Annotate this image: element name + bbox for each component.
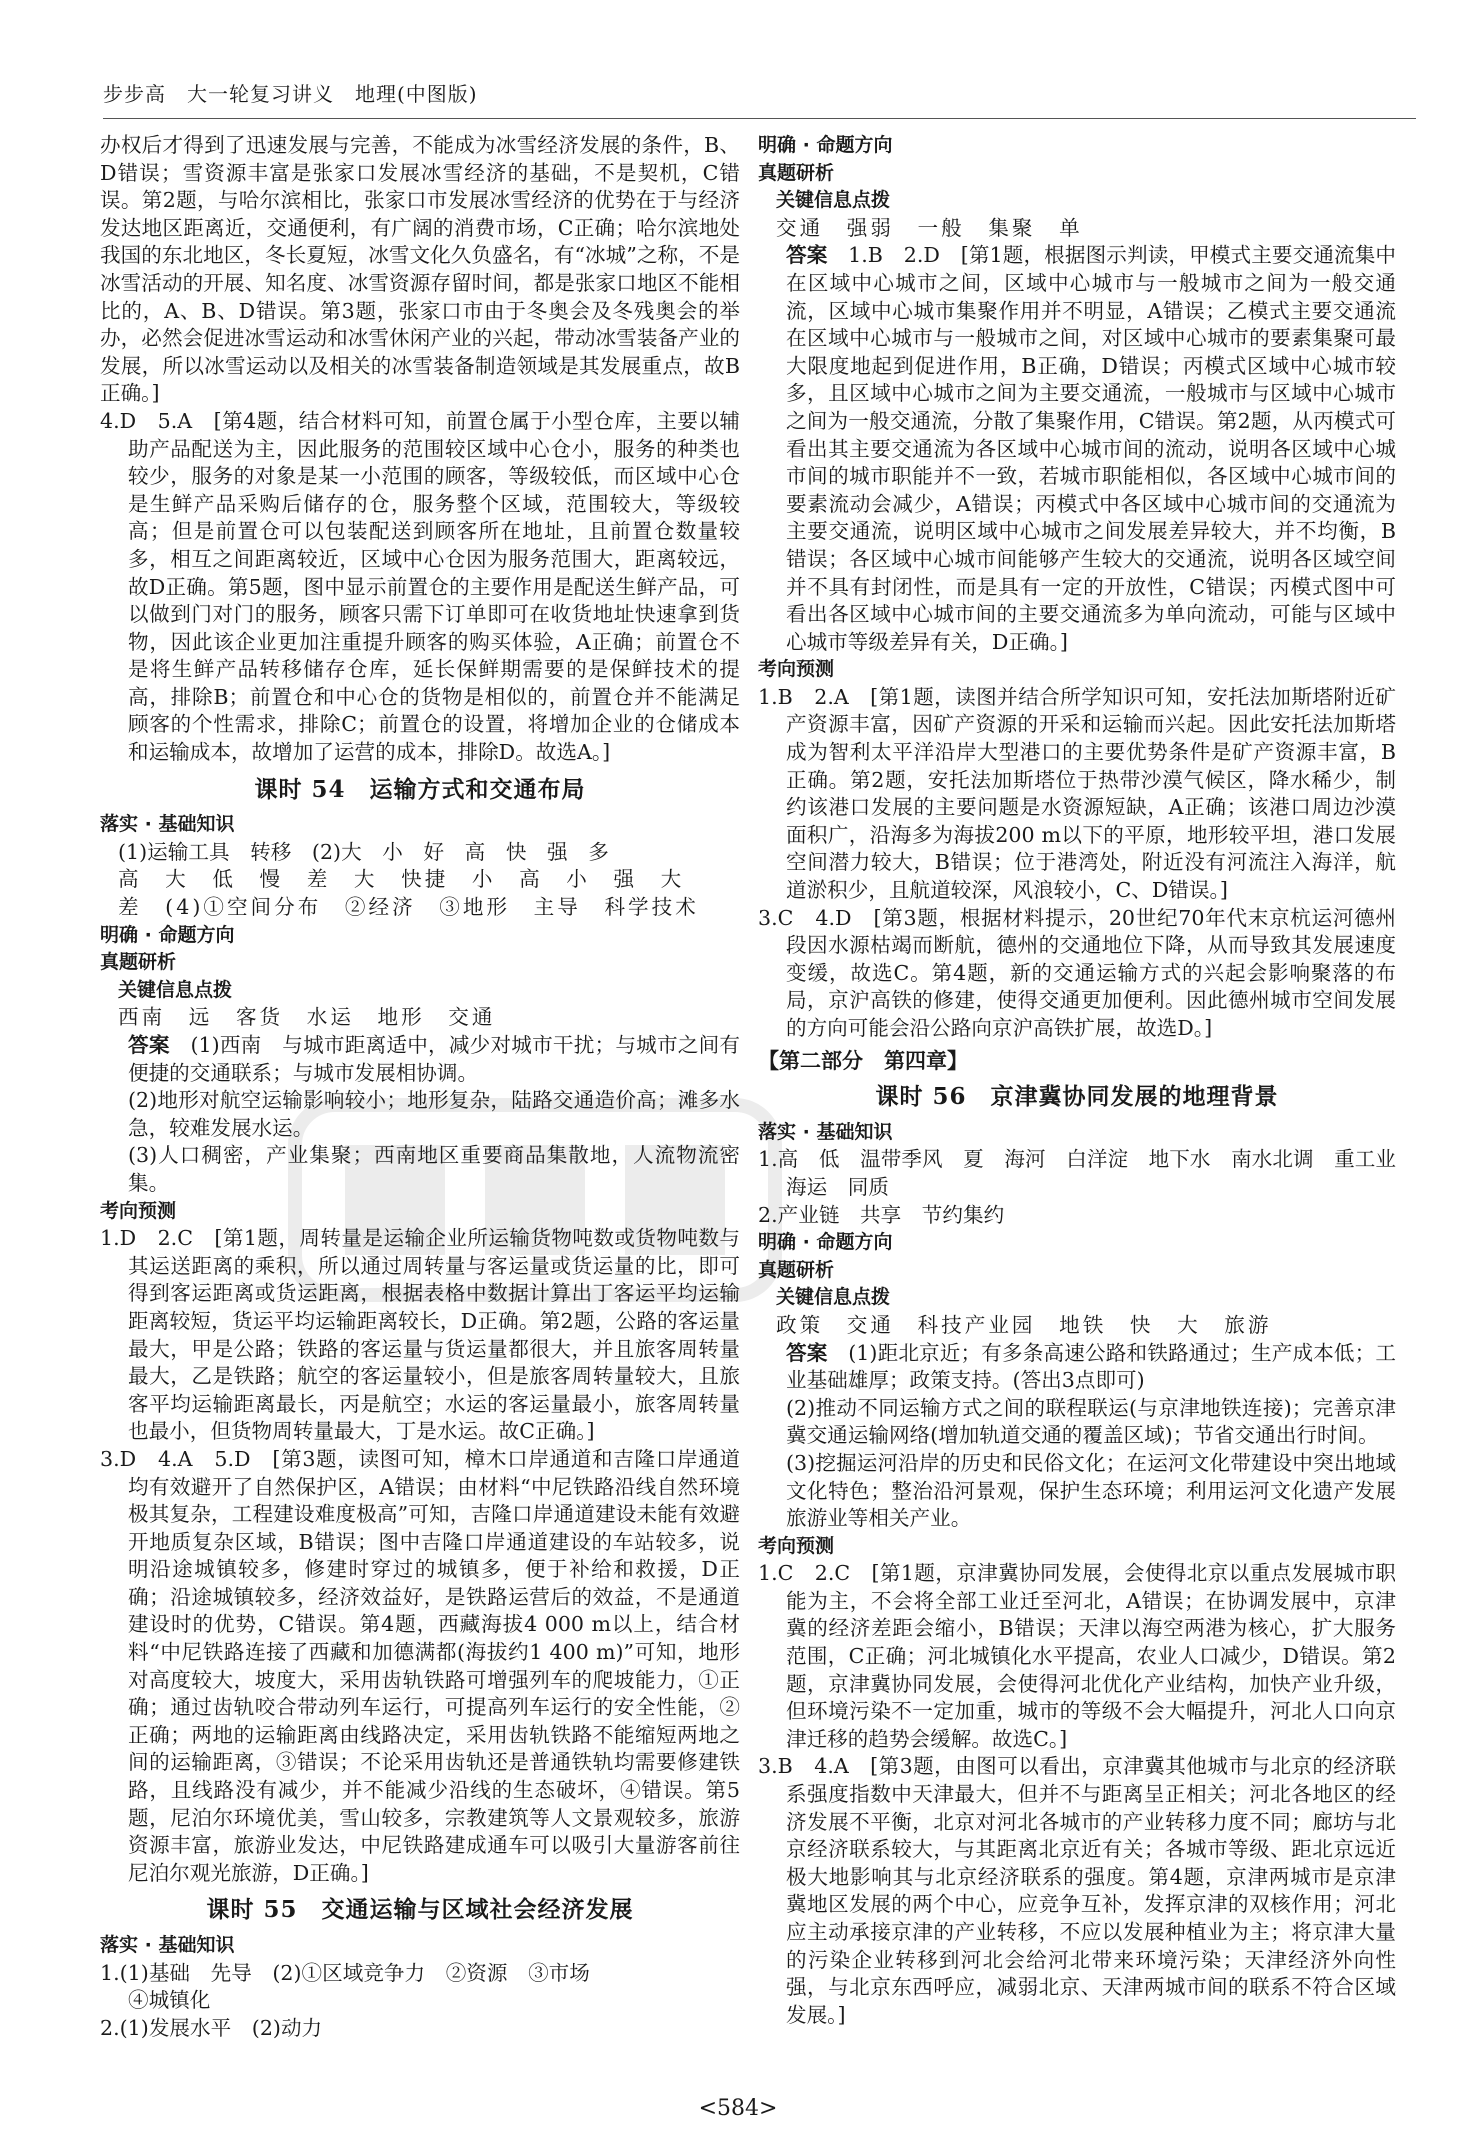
section-exam-analysis: 真题研析	[100, 951, 177, 974]
section-basic-knowledge: 落实 · 基础知识	[100, 813, 235, 836]
answer-1-2: 1.C 2.C [第1题，京津冀协同发展，会使得北京以重点发展城市职能为主，不会将全部工业迁至河北，A错误；在协调发展中，京津冀的经济差距会缩小，B错误；天津以海空两港为核心，扩大服务范围，C正确；河北城镇化水平提高，农业人口减少，D错误。第2题，京津冀协同发展，会使得河北优化产业结构，加快产业升级，但环境污染不一定加重，城市的等级不会大幅提升，河北人口向京津迁移的趋势会缓解。故选C。]	[758, 1561, 1396, 1751]
section-direction: 明确 · 命题方向	[758, 134, 893, 156]
section-basic-knowledge: 落实 · 基础知识	[758, 1120, 893, 1143]
key-words: 西南 远 客货 水运 地形 交通	[118, 1005, 496, 1030]
lesson-55-title: 课时 55 交通运输与区域社会经济发展	[206, 1896, 634, 1924]
answer-text: (3)人口稠密，产业集聚；西南地区重要商品集散地，人流物流密集。	[128, 1143, 740, 1195]
answer-1-2: 1.D 2.C [第1题，周转量是运输企业所运输货物吨数或货物吨数与其运送距离的乘积，所以通过周转量与客运量或货运量的比，即可得到客运距离或货运距离，根据表格中数据计算出丁客运平均运输距离较短，货运平均运输距离较长，D正确。第2题，公路的客运量最大，甲是公路；铁路的客运量与货运量都很大，并且旅客周转量最大，乙是铁路；航空的客运量较小，但是旅客周转量较大，且旅客平均运输距离最长，丙是航空；水运的客运量最小，旅客周转量也最小，但货物周转量最大，丁是水运。故C正确。]	[100, 1226, 740, 1444]
lesson-54-title: 课时 54 运输方式和交通布局	[254, 775, 586, 803]
intro-paragraph: 办权后才得到了迅速发展与完善，不能成为冰雪经济发展的条件，B、D错误；雪资源丰富是张家口发展冰雪经济的基础，不是契机，C错误。第2题，与哈尔滨相比，张家口市发展冰雪经济的优势在于与经济发达地区距离近，交通便利，有广阔的消费市场，C正确；哈尔滨地处我国的东北地区，冬长夏短，冰雪文化久负盛名，有“冰城”之称，不是冰雪活动的开展、知名度、冰雪资源存留时间，都是张家口地区不能相比的，A、B、D错误。第3题，张家口市由于冬奥会及冬残奥会的举办，必然会促进冰雪运动和冰雪休闲产业的兴起，带动冰雪装备产业的发展，所以冰雪运动以及相关的冰雪装备制造领域是其发展重点，故B正确。]	[100, 133, 740, 406]
answer-text: (1)距北京近；有多条高速公路和铁路通过；生产成本低；工业基础雄厚；政策支持。(答出3点即可)	[786, 1340, 1397, 1393]
page-number: <584>	[698, 2096, 778, 2121]
knowledge-line: 1.高 低 温带季风 夏 海河 白洋淀 地下水 南水北调 重工业 海运 同质	[758, 1147, 1417, 1199]
knowledge-line: 2.(1)发展水平 (2)动力	[100, 2015, 323, 2040]
section-basic-knowledge: 落实 · 基础知识	[100, 1934, 235, 1956]
answer-3-5: 3.D 4.A 5.D [第3题，读图可知，樟木口岸通道和吉隆口岸通道均有效避开了自然保护区，A错误；由材料“中尼铁路沿线自然环境极其复杂，工程建设难度极高”可知，吉隆口岸通道建设未能有效避开地质复杂区域，B错误；图中吉隆口岸通道建设的车站较多，说明沿途城镇较多，修建时穿过的城镇多，便于补给和救援，D正确；沿途城镇较多，经济效益好，是铁路运营后的效益，不是通道建设时的优势，C错误。第4题，西藏海拔4 000 m以上，结合材料“中尼铁路连接了西藏和加德满都(海拔约1 400 m)”可知，地形对高度较大，坡度大，采用齿轨铁路可增强列车的爬坡能力，①正确；通过齿轨咬合带动列车运行，可提高列车运行的安全性能，②正确；两地的运输距离由线路决定，采用齿轨铁路不能缩短两地之间的运输距离，③错误；不论采用齿轨还是普通铁轨均需要修建铁路，且线路没有减少，并不能减少沿线的生态破坏，④错误。第5题，尼泊尔环境优美，雪山较多，宗教建筑等人文景观较多，旅游资源丰富，旅游业发达，中尼铁路建成通车可以吸引大量游客前往尼泊尔观光旅游，D正确。]	[100, 1446, 740, 1885]
left-column	[100, 132, 740, 2042]
knowledge-line: 差 (4)①空间分布 ②经济 ③地形 主导 科学技术	[118, 895, 699, 920]
answer-text: (2)推动不同运输方式之间的联程联运(与京津地铁连接)；完善京津冀交通运输网络(增加轨道交通的覆盖区域)；节省交通出行时间。	[786, 1395, 1396, 1448]
answer-text: (3)挖掘运河沿岸的历史和民俗文化；在运河文化带建设中突出地域文化特色；整治沿河景观，保护生态环境；利用运河文化遗产发展旅游业等相关产业。	[786, 1450, 1396, 1531]
key-info-heading: 关键信息点拨	[776, 1286, 891, 1309]
section-direction: 明确 · 命题方向	[758, 1231, 893, 1254]
key-words: 政策 交通 科技产业园 地铁 快 大 旅游	[776, 1312, 1272, 1337]
section-forecast: 考向预测	[758, 1534, 835, 1557]
answer-label: 答案	[786, 1340, 828, 1365]
part-heading: 【第二部分 第四章】	[758, 1047, 968, 1073]
answer-label: 答案	[128, 1033, 170, 1057]
answer-text: (1)西南 与城市距离适中，减少对城市干扰；与城市之间有便捷的交通联系；与城市发展相协调。	[128, 1033, 741, 1085]
key-info-heading: 关键信息点拨	[118, 978, 233, 1001]
knowledge-line: 1.(1)基础 先导 (2)①区域竞争力 ②资源 ③市场	[100, 1960, 590, 1985]
right-column	[758, 132, 1417, 2029]
answer-3-4: 3.B 4.A [第3题，由图可以看出，京津冀其他城市与北京的经济联系强度指数中天津最大，但并不与距离呈正相关；河北各地区的经济发展不平衡，北京对河北各城市的产业转移力度不同；廊坊与北京经济联系较大，与其距离北京近有关；各城市等级、距北京远近极大地影响其与北京经济联系的强度。第4题，京津两城市是京津冀地区发展的两个中心，应竞争互补，发挥京津的双核作用；河北应主动承接京津的产业转移，不应以发展种植业为主；将京津大量的污染企业转移到河北会给河北带来环境污染；天津经济外向性强，与北京东西呼应，减弱北京、天津两城市间的联系不符合区域发展。]	[758, 1754, 1396, 2027]
answer-3-4: 3.C 4.D [第3题，根据材料提示，20世纪70年代末京杭运河德州段因水源枯竭而断航，德州的交通地位下降，从而导致其发展速度变缓，故选C。第4题，新的交通运输方式的兴起会影响聚落的布局，京沪高铁的修建，使得交通更加便利。因此德州城市空间发展的方向可能会沿公路向京沪高铁扩展，故选D。]	[758, 905, 1396, 1040]
answer-label: 答案	[786, 243, 828, 268]
key-info-heading: 关键信息点拨	[776, 189, 891, 212]
knowledge-line: 2.产业链 共享 节约集约	[758, 1202, 1005, 1227]
section-direction: 明确 · 命题方向	[100, 923, 235, 946]
section-forecast: 考向预测	[100, 1199, 177, 1222]
answer-1-2: 1.B 2.A [第1题，读图并结合所学知识可知，安托法加斯塔附近矿产资源丰富，因矿产资源的开采和运输而兴起。因此安托法加斯塔成为智利太平洋沿岸大型港口的主要优势条件是矿产资源丰富，B正确。第2题，安托法加斯塔位于热带沙漠气候区，降水稀少，制约该港口发展的主要问题是水资源短缺，A正确；该港口周边沙漠面积广，沿海多为海拔200 m以下的平原，地形较平坦，港口发展空间潜力较大，B错误；位于港湾处，附近没有河流注入海洋，航道淤积少，且航道较深，风浪较小，C、D错误。]	[758, 684, 1396, 903]
answer-text: 1.B 2.D [第1题，根据图示判读，甲模式主要交通流集中在区域中心城市之间，区域中心城市与一般城市之间为一般交通流，区域中心城市集聚作用并不明显，A错误；乙模式主要交通流在区域中心城市与一般城市之间，对区域中心城市的要素集聚可最大限度地起到促进作用，B正确，D错误；丙模式区域中心城市较多，且区域中心城市之间为主要交通流，一般城市与区域中心城市之间为一般交通流，分散了集聚作用，C错误。第2题，从丙模式可看出其主要交通流为各区域中心城市间的流动，说明各区域中心城市间的城市职能并不一致，若城市职能相似，各区域中心城市间的要素流动会减少，A错误；丙模式中各区域中心城市间的交通流为主要交通流，说明区域中心城市之间发展差异较大，并不均衡，B错误；各区域中心城市间能够产生较大的交通流，说明各区域空间并不具有封闭性，而是具有一定的开放性，C错误；丙模式图中可看出各区域中心城市间的主要交通流多为单向流动，可能与区域中心城市等级差异有关，D正确。]	[786, 243, 1397, 654]
section-exam-analysis: 真题研析	[758, 1258, 835, 1281]
answer-4-5: 4.D 5.A [第4题，结合材料可知，前置仓属于小型仓库，主要以辅助产品配送为主，因此服务的范围较区域中心仓小，服务的种类也较少，服务的对象是某一小范围的顾客，等级较低，而区域中心仓是生鲜产品采购后储存的仓，服务整个区域，范围较大，等级较高；但是前置仓可以包装配送到顾客所在地址，且前置仓数量较多，相互之间距离较近，区域中心仓因为服务范围大，距离较远，故D正确。第5题，图中显示前置仓的主要作用是配送生鲜产品，可以做到门对门的服务，顾客只需下订单即可在收货地址快速拿到货物，因此该企业更加注重提升顾客的购买体验，A正确；前置仓不是将生鲜产品转移储存仓库，延长保鲜期需要的是保鲜技术的提高，排除B；前置仓和中心仓的货物是相似的，前置仓并不能满足顾客的个性需求，排除C；前置仓的设置，将增加企业的仓储成本和运输成本，故增加了运营的成本，排除D。故选A。]	[100, 408, 740, 765]
page-header: 步步高 大一轮复习讲义 地理(中图版)	[103, 82, 478, 106]
section-exam-analysis: 真题研析	[758, 161, 835, 184]
knowledge-line: (1)运输工具 转移 (2)大 小 好 高 快 强 多	[118, 839, 609, 864]
header-rule	[103, 118, 1416, 119]
knowledge-line: 高 大 低 慢 差 大 快捷 小 高 小 强 大	[118, 867, 685, 892]
lesson-56-title: 课时 56 京津冀协同发展的地理背景	[875, 1083, 1279, 1111]
answer-text: (2)地形对航空运输影响较小；地形复杂，陆路交通造价高；滩多水急，较难发展水运。	[128, 1088, 740, 1140]
section-forecast: 考向预测	[758, 658, 835, 681]
knowledge-line: ④城镇化	[128, 1988, 211, 2013]
key-words: 交通 强弱 一般 集聚 单	[776, 215, 1083, 240]
